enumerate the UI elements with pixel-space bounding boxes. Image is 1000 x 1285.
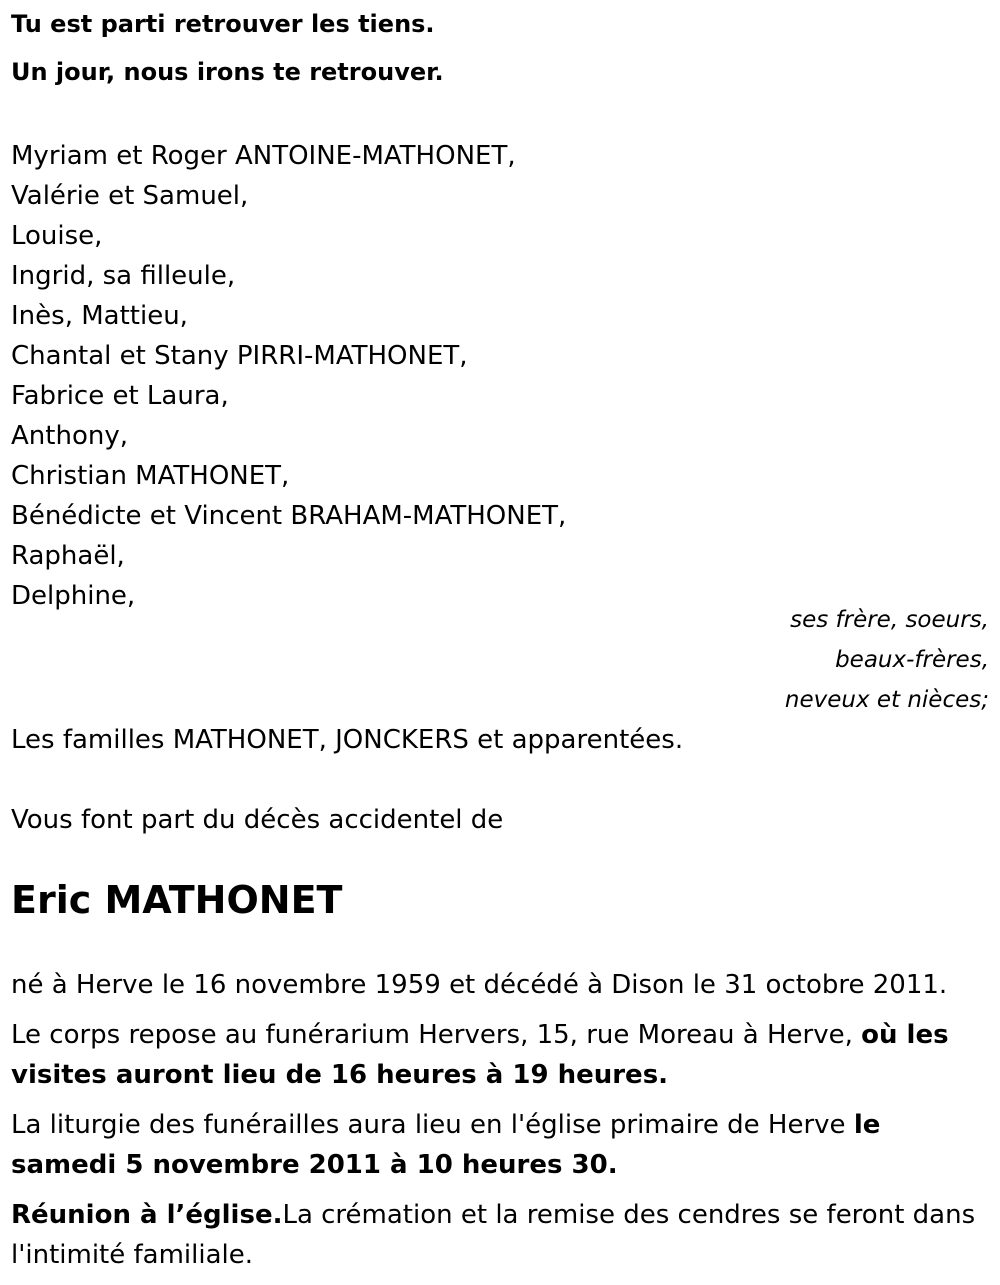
family-member: Louise,	[11, 221, 103, 251]
family-member: Myriam et Roger ANTOINE-MATHONET,	[11, 141, 516, 171]
family-member: Fabrice et Laura,	[11, 381, 229, 411]
family-member: Raphaël,	[11, 541, 125, 571]
extended-families: Les familles MATHONET, JONCKERS et apparentées.	[11, 725, 684, 755]
family-members-list	[11, 136, 989, 616]
relation-line-3: neveux et nièces;	[784, 687, 989, 713]
liturgy-info	[11, 1105, 989, 1185]
visitation-hours: où les visites auront lieu de 16 heures à 19 heures.	[11, 1020, 949, 1090]
family-member: Delphine,	[11, 581, 136, 611]
visitation-info	[11, 1015, 989, 1095]
relation-description	[11, 600, 989, 720]
relation-line-2: beaux-frères,	[835, 647, 989, 673]
liturgy-date: le samedi 5 novembre 2011 à 10 heures 30.	[11, 1110, 881, 1180]
epigraph	[11, 0, 989, 96]
family-member: Ingrid, sa filleule,	[11, 261, 236, 291]
birth-death-info: né à Herve le 16 novembre 1959 et décédé à Dison le 31 octobre 2011.	[11, 970, 948, 1000]
deceased-name: Eric MATHONET	[11, 878, 343, 922]
epigraph-line-2: Un jour, nous irons te retrouver.	[11, 58, 444, 86]
announcement: Vous font part du décès accidentel de	[11, 805, 504, 835]
family-member: Anthony,	[11, 421, 128, 451]
relation-line-1: ses frère, soeurs,	[790, 607, 989, 633]
family-member: Inès, Mattieu,	[11, 301, 188, 331]
epigraph-line-1: Tu est parti retrouver les tiens.	[11, 10, 435, 38]
family-member: Bénédicte et Vincent BRAHAM-MATHONET,	[11, 501, 567, 531]
cremation-text: La crémation et la remise des cendres se feront dans l'intimité familiale.	[11, 1200, 976, 1270]
family-member: Chantal et Stany PIRRI-MATHONET,	[11, 341, 468, 371]
meeting-info	[11, 1195, 989, 1275]
meeting-place: Réunion à l’église.	[11, 1200, 283, 1230]
family-member: Valérie et Samuel,	[11, 181, 249, 211]
liturgy-text: La liturgie des funérailles aura lieu en l'église primaire de Herve	[11, 1110, 854, 1140]
family-member: Christian MATHONET,	[11, 461, 290, 491]
obituary-document	[11, 0, 989, 1275]
visitation-text: Le corps repose au funérarium Hervers, 15, rue Moreau à Herve,	[11, 1020, 862, 1050]
